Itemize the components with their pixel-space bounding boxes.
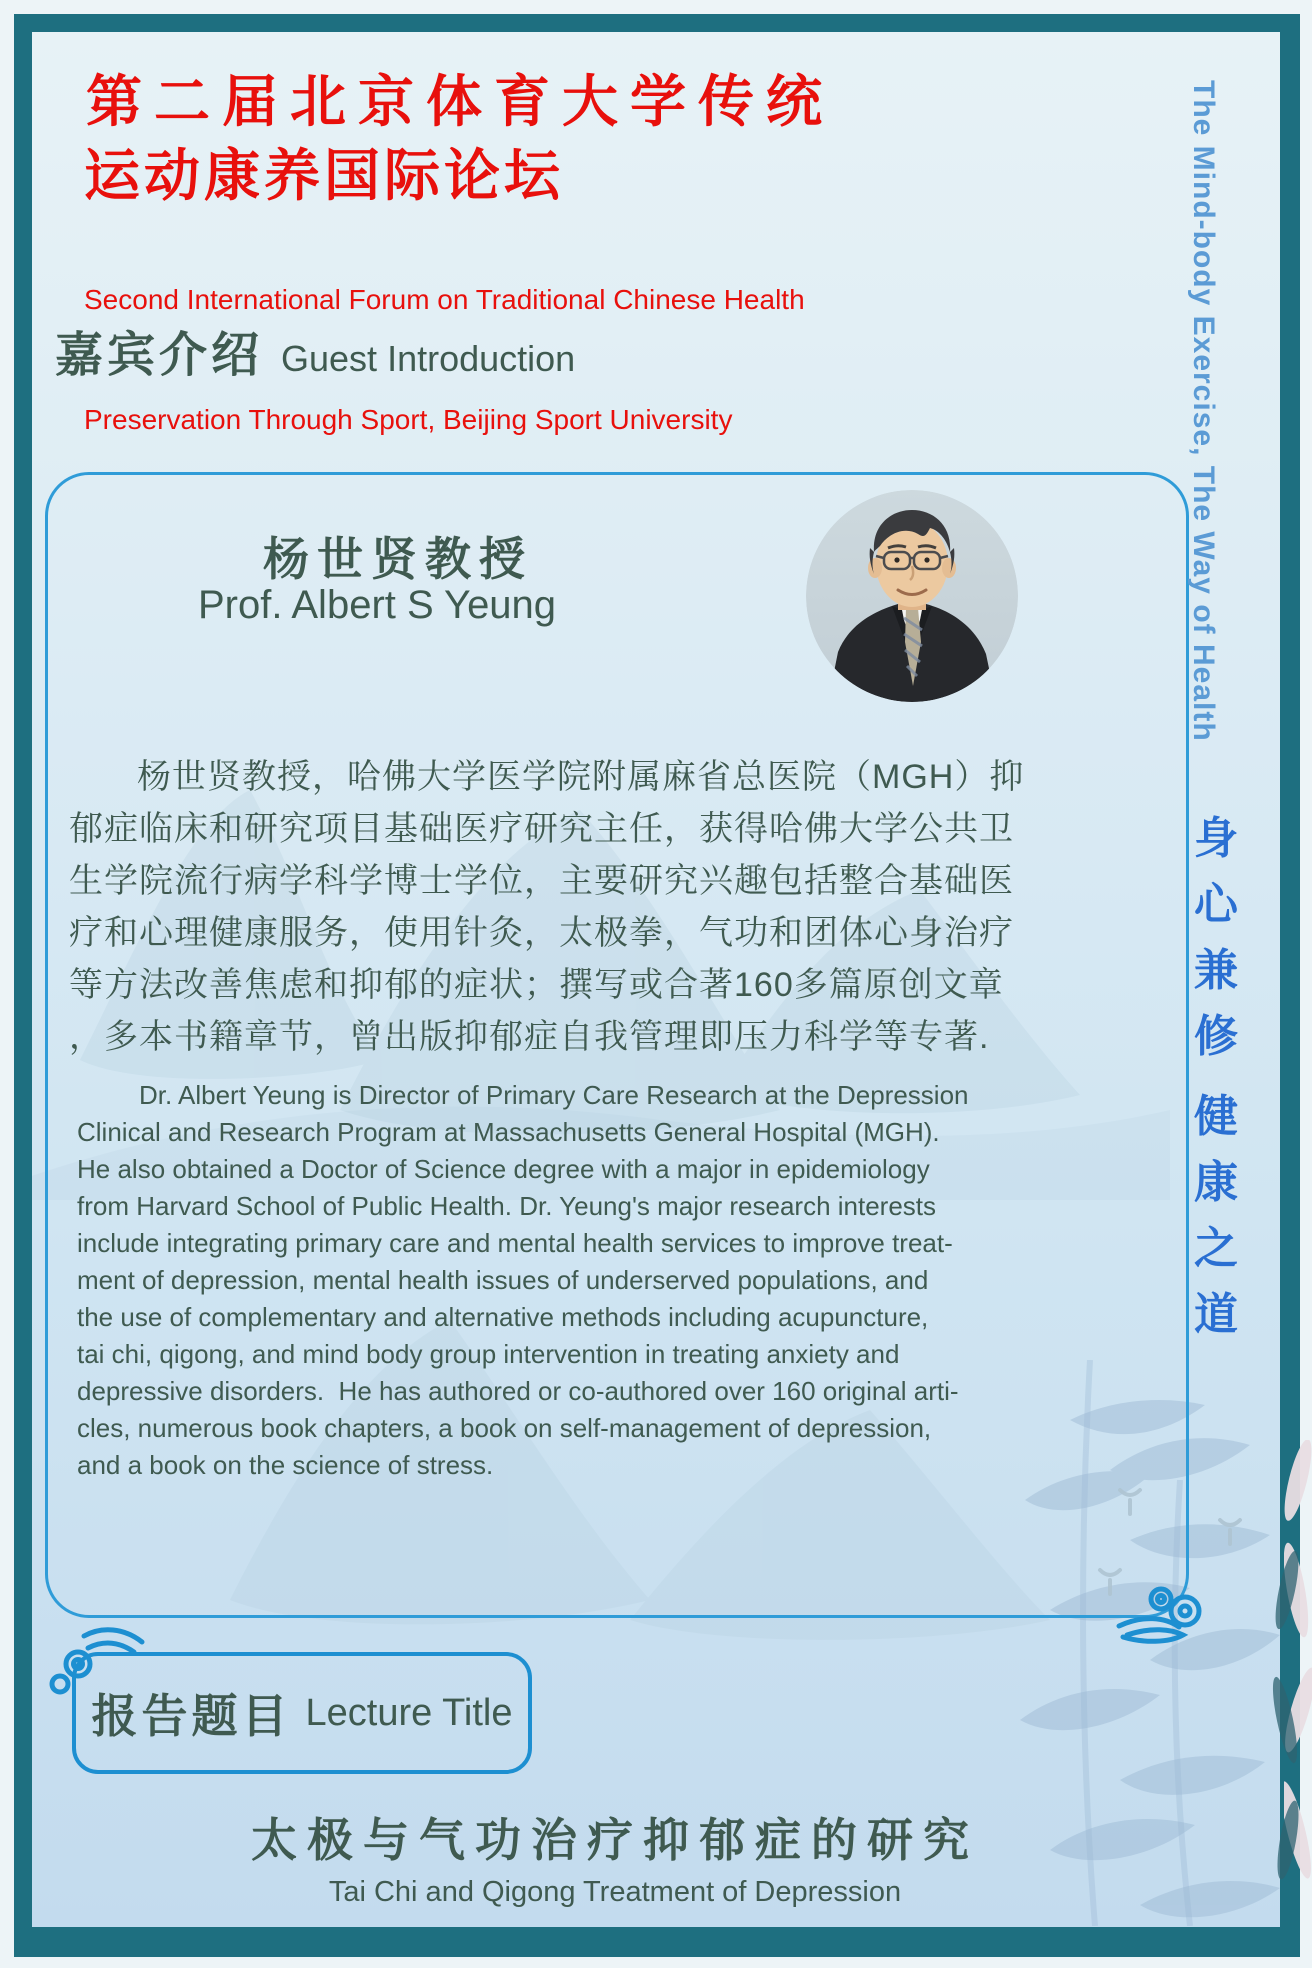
- bio-cn-line: 杨世贤教授，哈佛大学医学院附属麻省总医院（MGH）抑: [137, 758, 1025, 796]
- sidebar-vertical-cn: [1188, 802, 1244, 1344]
- bio-en-line: from Harvard School of Public Health. Dr. Yeung's major research interests: [77, 1191, 937, 1221]
- bio-en-line: the use of complementary and alternative methods including acupuncture,: [77, 1302, 929, 1332]
- lecture-title-en: Tai Chi and Qigong Treatment of Depression: [328, 1876, 902, 1908]
- guest-name-cn: 杨世贤教授: [263, 533, 533, 585]
- main-title-en-line1: Second International Forum on Traditional Chinese Health: [84, 284, 805, 315]
- bio-en-line: ment of depression, mental health issues of underserved populations, and: [77, 1265, 929, 1295]
- guest-name-en: Prof. Albert S Yeung: [198, 583, 557, 627]
- lecture-title-block: [0, 1804, 1230, 1909]
- section-heading: [55, 316, 575, 385]
- sidebar-cn-char: 康: [1194, 1158, 1238, 1207]
- lecture-label-cn: 报告题目: [91, 1690, 292, 1742]
- section-heading-en: Guest Introduction: [281, 338, 576, 379]
- bio-cn-line: 郁症临床和研究项目基础医疗研究主任，获得哈佛大学公共卫: [69, 810, 1014, 848]
- lecture-label-en: Lecture Title: [305, 1691, 513, 1734]
- bio-en-line: cles, numerous book chapters, a book on self-management of depression,: [77, 1413, 932, 1443]
- bio-en-line: He also obtained a Doctor of Science degree with a major in epidemiology: [77, 1154, 930, 1184]
- sidebar-cn-char: 之: [1194, 1224, 1238, 1273]
- sidebar-cn-char: 道: [1194, 1290, 1238, 1339]
- lecture-title-cn: 太极与气功治疗抑郁症的研究: [251, 1814, 979, 1866]
- bio-en-line: tai chi, qigong, and mind body group intervention in treating anxiety and: [77, 1339, 900, 1369]
- bio-en-line: and a book on the science of stress.: [77, 1450, 494, 1480]
- bio-cn-line: 生学院流行病学科学博士学位，主要研究兴趣包括整合基础医: [69, 862, 1014, 900]
- guest-bio-en: [77, 1077, 1137, 1484]
- guest-photo: [806, 490, 1018, 702]
- bio-en-line: include integrating primary care and mental health services to improve treat-: [77, 1228, 953, 1258]
- bio-cn-line: 等方法改善焦虑和抑郁的症状；撰写或合著160多篇原创文章: [69, 966, 1004, 1004]
- cloud-ornament-icon: [44, 1620, 148, 1704]
- cloud-ornament-icon: [1113, 1579, 1231, 1651]
- guest-introduction-card: [45, 472, 1189, 1618]
- sidebar-cn-char: 修: [1194, 1012, 1238, 1061]
- sidebar-vertical-en: The Mind-body Exercise, The Way of Health: [1187, 80, 1220, 742]
- main-title-cn-line2: 运动康养国际论坛: [84, 144, 564, 207]
- sidebar-cn-char: 心: [1194, 880, 1238, 929]
- bio-en-line: depressive disorders. He has authored or co-authored over 160 original arti-: [77, 1376, 959, 1406]
- sidebar-cn-char: 兼: [1194, 946, 1238, 995]
- bio-cn-line: ，多本书籍章节，曾出版抑郁症自我管理即压力科学等专著.: [69, 1018, 990, 1056]
- sidebar-cn-char: 健: [1194, 1092, 1238, 1141]
- bio-en-line: Clinical and Research Program at Massachusetts General Hospital (MGH).: [77, 1117, 940, 1147]
- sidebar-cn-char: 身: [1194, 814, 1238, 863]
- bio-cn-line: 疗和心理健康服务，使用针灸，太极拳，气功和团体心身治疗: [69, 914, 1014, 952]
- bio-en-line: Dr. Albert Yeung is Director of Primary Care Research at the Depression: [139, 1080, 969, 1110]
- section-heading-cn: 嘉宾介绍: [55, 329, 264, 382]
- main-title-en-line2: Preservation Through Sport, Beijing Sport University: [84, 404, 733, 435]
- guest-bio-cn: [69, 751, 1069, 1063]
- main-title-cn-line1: 第二届北京体育大学传统: [86, 70, 834, 133]
